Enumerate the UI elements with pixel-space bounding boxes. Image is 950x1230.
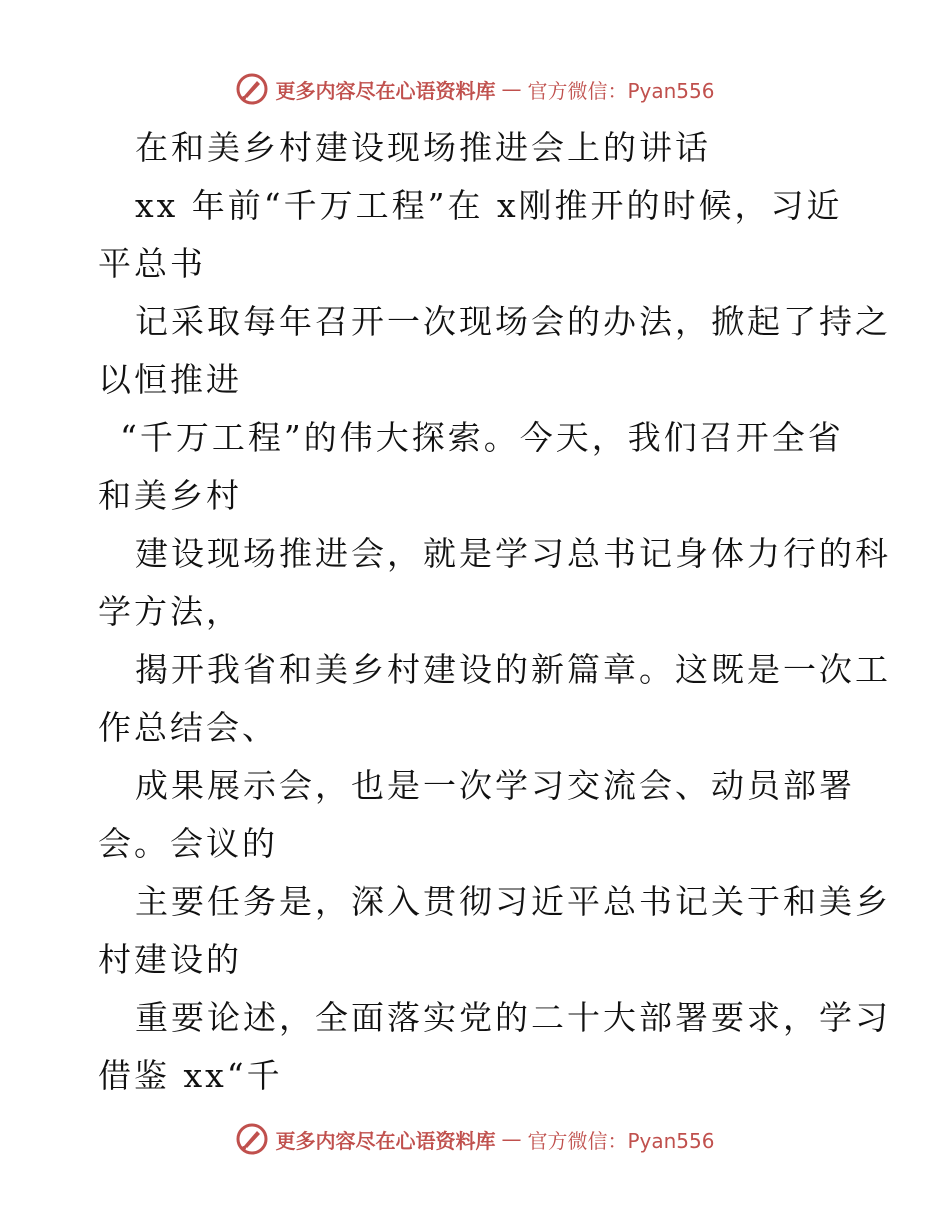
document-line: 村建设的	[98, 940, 242, 979]
document-line: 借鉴 xx“千	[98, 1056, 283, 1095]
document-line: 主要任务是，深入贯彻习近平总书记关于和美乡	[135, 882, 891, 921]
document-line: 重要论述，全面落实党的二十大部署要求，学习	[135, 998, 891, 1037]
watermark-main-text: 更多内容尽在心语资料库	[275, 1128, 496, 1153]
watermark-separator: —	[501, 1127, 522, 1151]
document-line: 学方法，	[98, 592, 242, 631]
document-line: 作总结会、	[98, 708, 278, 747]
document-line: 平总书	[98, 244, 206, 283]
document-line: 会。会议的	[98, 824, 278, 863]
document-line: xx 年前“千万工程”在 x刚推开的时候，习近	[135, 186, 843, 225]
watermark-contact-text: 官方微信：Pyan556	[527, 78, 715, 103]
watermark-main-text: 更多内容尽在心语资料库	[275, 78, 496, 103]
footer-watermark	[0, 1122, 950, 1156]
document-line: 记采取每年召开一次现场会的办法，掀起了持之	[135, 302, 891, 341]
watermark-separator: —	[501, 77, 522, 101]
document-line: 以恒推进	[98, 360, 242, 399]
document-line: 揭开我省和美乡村建设的新篇章。这既是一次工	[135, 650, 891, 689]
document-line: 成果展示会，也是一次学习交流会、动员部署	[135, 766, 855, 805]
document-line: 建设现场推进会，就是学习总书记身体力行的科	[135, 534, 891, 573]
document-line: 和美乡村	[98, 476, 242, 515]
document-title: 在和美乡村建设现场推进会上的讲话	[135, 128, 711, 167]
watermark-contact-text: 官方微信：Pyan556	[527, 1128, 715, 1153]
document-line: “千万工程”的伟大探索。今天，我们召开全省	[120, 418, 844, 457]
quill-pen-logo-icon	[235, 1122, 269, 1156]
